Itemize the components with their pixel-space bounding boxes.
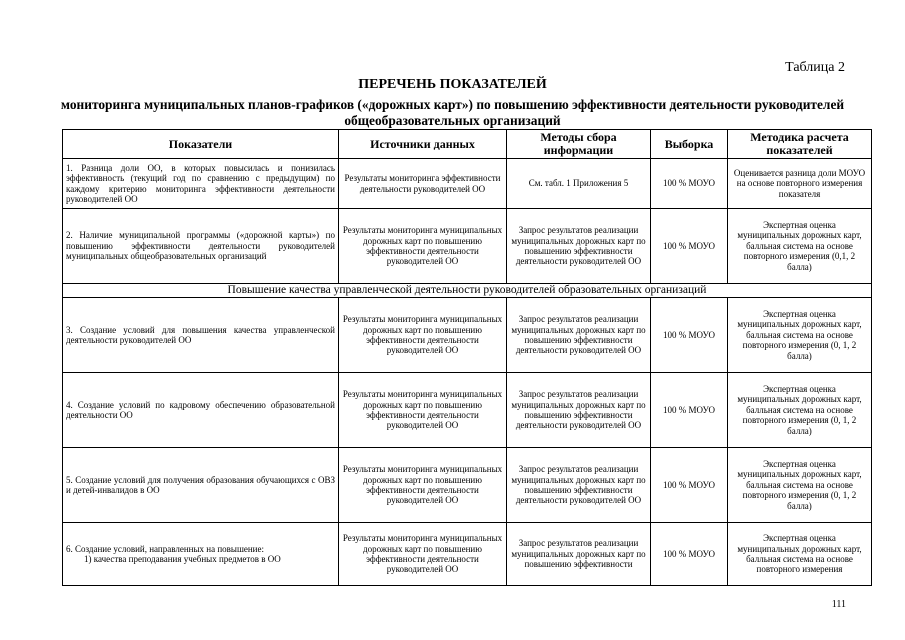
source-cell: Результаты мониторинга эффективности деятельности руководителей ОО [339, 159, 507, 209]
sample-cell: 100 % МОУО [651, 373, 728, 448]
source-cell: Результаты мониторинга муниципальных дорожных карт по повышению эффективности деятельности руководителей ОО [339, 373, 507, 448]
calc-cell: Экспертная оценка муниципальных дорожных карт, балльная система на основе повторного измерения [728, 523, 872, 586]
table-row [63, 373, 872, 448]
indicator-cell: 4. Создание условий по кадровому обеспечению образовательной деятельности ОО [63, 373, 339, 448]
source-cell: Результаты мониторинга муниципальных дорожных карт по повышению эффективности деятельности руководителей ОО [339, 298, 507, 373]
section-title: Повышение качества управленческой деятельности руководителей образовательных организаций [63, 284, 872, 298]
source-cell: Результаты мониторинга муниципальных дорожных карт по повышению эффективности деятельности руководителей ОО [339, 209, 507, 284]
page-number: 111 [831, 599, 846, 610]
method-cell: Запрос результатов реализации муниципальных дорожных карт по повышению эффективности [507, 523, 651, 586]
section-row [63, 284, 872, 298]
sample-cell: 100 % МОУО [651, 523, 728, 586]
table-row [63, 523, 872, 586]
indicator-cell: 2. Наличие муниципальной программы («дорожной карты») по повышению эффективности деятельности руководителей муниципальных общеобразовательных организаций [63, 209, 339, 284]
calc-cell: Оценивается разница доли МОУО на основе повторного измерения показателя [728, 159, 872, 209]
table-header-row [63, 130, 872, 159]
source-cell: Результаты мониторинга муниципальных дорожных карт по повышению эффективности деятельности руководителей ОО [339, 448, 507, 523]
sample-cell: 100 % МОУО [651, 298, 728, 373]
table-label: Таблица 2 [785, 60, 845, 75]
indicators-table [62, 129, 872, 586]
calc-cell: Экспертная оценка муниципальных дорожных карт, балльная система на основе повторного измерения (0, 1, 2 балла) [728, 373, 872, 448]
column-header-calc: Методика расчета показателей [728, 130, 872, 159]
source-cell: Результаты мониторинга муниципальных дорожных карт по повышению эффективности деятельности руководителей ОО [339, 523, 507, 586]
sample-cell: 100 % МОУО [651, 448, 728, 523]
indicator-cell [63, 523, 339, 586]
sample-cell: 100 % МОУО [651, 209, 728, 284]
indicator-cell: 1. Разница доли ОО, в которых повысилась и понизилась эффективность (текущий год по сравнению с предыдущим) по каждому критерию мониторинга эффективности деятельности руководителей ОО [63, 159, 339, 209]
page-title: ПЕРЕЧЕНЬ ПОКАЗАТЕЛЕЙ [358, 77, 547, 92]
table-row [63, 159, 872, 209]
indicator-cell: 3. Создание условий для повышения качества управленческой деятельности руководителей ОО [63, 298, 339, 373]
indicator-cell: 5. Создание условий для получения образования обучающихся с ОВЗ и детей-инвалидов в ОО [63, 448, 339, 523]
calc-cell: Экспертная оценка муниципальных дорожных карт, балльная система на основе повторного измерения (0, 1, 2 балла) [728, 298, 872, 373]
calc-cell: Экспертная оценка муниципальных дорожных карт, балльная система на основе повторного измерения (0,1, 2 балла) [728, 209, 872, 284]
column-header-indicators: Показатели [63, 130, 339, 159]
sample-cell: 100 % МОУО [651, 159, 728, 209]
page-subtitle: мониторинга муниципальных планов-графиков («дорожных карт») по повышению эффективности деятельности руководителей общеобразовательных организаций [60, 97, 845, 128]
table-row [63, 448, 872, 523]
table-row [63, 298, 872, 373]
column-header-sample: Выборка [651, 130, 728, 159]
indicator-text: 6. Создание условий, направленных на повышение: [66, 543, 264, 554]
method-cell: См. табл. 1 Приложения 5 [507, 159, 651, 209]
column-header-methods: Методы сбора информации [507, 130, 651, 159]
indicator-subitem: 1) качества преподавания учебных предметов в ОО [84, 554, 281, 564]
calc-cell: Экспертная оценка муниципальных дорожных карт, балльная система на основе повторного измерения (0, 1, 2 балла) [728, 448, 872, 523]
method-cell: Запрос результатов реализации муниципальных дорожных карт по повышению эффективности деятельности руководителей ОО [507, 298, 651, 373]
method-cell: Запрос результатов реализации муниципальных дорожных карт по повышению эффективности деятельности руководителей ОО [507, 373, 651, 448]
column-header-sources: Источники данных [339, 130, 507, 159]
table-row [63, 209, 872, 284]
method-cell: Запрос результатов реализации муниципальных дорожных карт по повышению эффективности деятельности руководителей ОО [507, 209, 651, 284]
method-cell: Запрос результатов реализации муниципальных дорожных карт по повышению эффективности деятельности руководителей ОО [507, 448, 651, 523]
